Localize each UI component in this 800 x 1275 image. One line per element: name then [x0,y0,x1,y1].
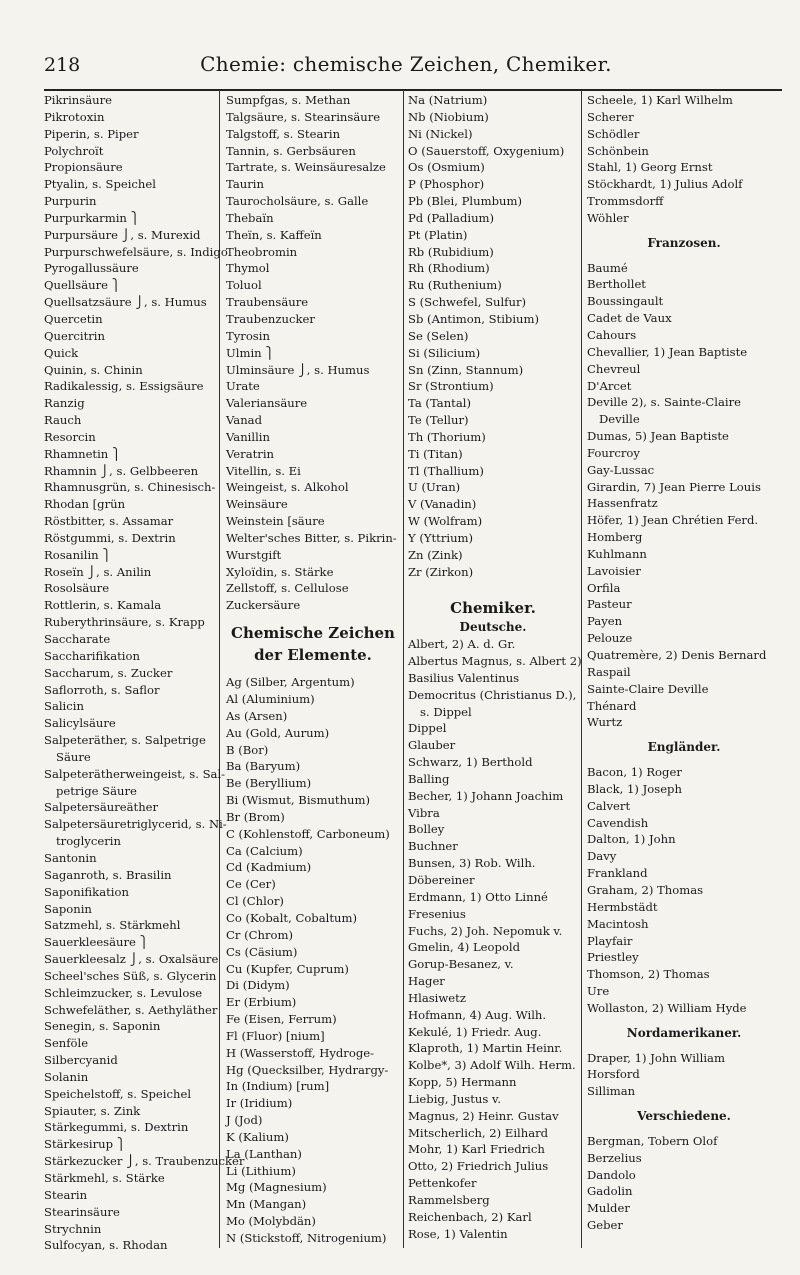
entry-line: Horsford [587,1067,640,1082]
entry-line: Boussingault [587,294,664,309]
entry-line: Weingeist, s. Alkohol [226,480,349,495]
entry-line: Klaproth, 1) Martin Heinr. [408,1041,563,1056]
entry-line: Hermbstädt [587,899,658,914]
subheading-english: Engländer. [647,740,721,755]
entry-line: Rottlerin, s. Kamala [44,598,162,613]
entry-line: Mulder [587,1201,630,1216]
subheading-germans: Deutsche. [459,620,527,635]
entry-line: Thomson, 2) Thomas [587,967,710,982]
entry-line: Zr (Zirkon) [408,564,474,579]
entry-line: Chevreul [587,361,641,376]
entry-line: Traubensäure [226,295,309,310]
entry-line: Stearinsäure [44,1204,120,1219]
entry-line: In (Indium) [rum] [226,1079,330,1094]
entry-line: Sulfocyan, s. Rhodan [44,1238,168,1253]
entry-line: Rammelsberg [408,1193,490,1207]
entry-line: Cahours [587,327,637,342]
entry-line: K (Kalium) [226,1129,289,1144]
entry-line: Berzelius [587,1150,642,1165]
entry-line: Becher, 1) Johann Joachim [408,788,564,803]
entry-line: Stärkegummi, s. Dextrin [44,1120,189,1135]
entry-line: Black, 1) Joseph [587,781,682,796]
entry-line: Vitellin, s. Ei [226,463,301,478]
entry-line: Lavoisier [587,563,641,578]
entry-line: Ure [587,984,610,999]
entry-line: Frankland [587,866,648,881]
entry-line: Speichelstoff, s. Speichel [44,1086,192,1101]
entry-line: Wurstgift [226,547,282,562]
entry-line: Tl (Thallium) [408,463,484,478]
entry-line: Nb (Niobium) [408,109,489,124]
entry-line: Salpeteräther, s. Salpetrige [44,733,206,748]
entry-line: Theobromin [226,244,298,259]
entry-line: Playfair [587,933,633,948]
entry-line: Spiauter, s. Zink [44,1103,141,1118]
entry-line: Salpeterätherweingeist, s. Sal- [44,766,226,781]
entry-line: Cl (Chlor) [226,894,284,909]
entry-line: Pt (Platin) [408,227,468,242]
entry-line: Bunsen, 3) Rob. Wilh. [408,856,536,871]
entry-line: W (Wolfram) [408,514,483,529]
entry-line: Santonin [44,850,97,865]
entry-line: Al (Aluminium) [226,692,315,706]
entry-line: Thymol [226,261,270,276]
entry-line: Pelouze [587,631,633,646]
entry-line: Urate [226,379,260,394]
entry-line: Bi (Wismut, Bismuthum) [226,793,371,808]
entry-line: Cr (Chrom) [226,927,293,942]
column-4 [587,92,781,1252]
entry-line: Silliman [587,1084,636,1099]
entry-line: Ba (Baryum) [226,759,301,774]
entry-line: Saflorroth, s. Saflor [44,682,160,697]
entry-line: Ranzig [44,396,85,411]
entry-line: Sb (Antimon, Stibium) [408,311,540,326]
entry-line: Co (Kobalt, Cobaltum) [226,910,357,925]
entry-line: Salicin [44,699,84,714]
entry-line: Girardin, 7) Jean Pierre Louis [587,479,761,494]
running-title: Chemie: chemische Zeichen, Chemiker. [200,52,612,76]
entry-line: Ulmin ⎫ [226,345,275,360]
entry-line: Tyrosin [226,328,270,343]
entry-line: Ca (Calcium) [226,843,303,858]
entry-line: Rosolsäure [44,581,110,596]
entry-line: Rhamnetin ⎫ [44,446,121,461]
entry-line: Piperin, s. Piper [44,126,139,141]
entry-line: Propionsäure [44,160,123,175]
entry-line: Sn (Zinn, Stannum) [408,362,524,377]
entry-line: Weinstein [säure [226,514,325,529]
entry-line: C (Kohlenstoff, Carboneum) [226,826,390,841]
entry-line: Kuhlmann [587,546,647,561]
section-heading-elements: Chemische Zeichen der Elemente. [231,624,395,665]
entry-line: Si (Silicium) [408,345,481,360]
entry-line: Solanin [44,1069,89,1084]
entry-line: Radikalessig, s. Essigsäure [44,379,204,394]
entry-line: Ag (Silber, Argentum) [226,675,355,690]
entry-line: Dumas, 5) Jean Baptiste [587,429,729,444]
entry-line: Scherer [587,109,634,124]
entry-line: Ptyalin, s. Speichel [44,177,156,192]
entry-line: P (Phosphor) [408,177,485,192]
entry-line: Ruberythrinsäure, s. Krapp [44,615,205,630]
entry-line: D'Arcet [587,378,632,393]
entry-line: Resorcin [44,429,96,444]
entry-line: Quellsäure ⎫ [44,278,121,293]
page-number: 218 [44,54,81,76]
entry-line: Silbercyanid [44,1053,118,1068]
entry-line: Kopp, 5) Hermann [408,1075,517,1090]
entry-list [226,92,400,614]
entry-line: Be (Beryllium) [226,776,312,791]
entry-line: Döbereiner [408,872,475,887]
entry-line: Calvert [587,798,631,813]
entry-line: Davy [587,849,617,864]
entry-line: H (Wasserstoff, Hydroge- [226,1045,375,1060]
entry-line: La (Lanthan) [226,1146,302,1161]
entry-line: N (Stickstoff, Nitrogenium) [226,1231,387,1245]
entry-line: Saccharate [44,632,111,646]
entry-line: Strychnin [44,1221,102,1236]
entry-line: Wöhler [587,210,629,225]
entry-line: Vibra [408,805,440,820]
entry-line: Magnus, 2) Heinr. Gustav [408,1108,559,1123]
entry-line: Wollaston, 2) William Hyde [587,1000,747,1015]
entry-line: Homberg [587,530,643,545]
entry-list [226,674,400,1247]
entry-line: V (Vanadin) [408,497,477,512]
entry-line: Gay-Lussac [587,462,655,477]
entry-line: Zn (Zink) [408,547,463,562]
entry-list [587,260,781,732]
entry-line: Pikrotoxin [44,109,105,124]
entry-line: Purpursäure ⎭, s. Murexid [44,227,201,242]
entry-line: Traubenzucker [226,311,315,326]
column-3 [408,92,582,1252]
entry-line: Fresenius [408,906,466,921]
entry-line: Gadolin [587,1184,633,1199]
entry-line: Fuchs, 2) Joh. Nepomuk v. [408,923,563,938]
entry-line: Stöckhardt, 1) Julius Adolf [587,177,743,192]
entry-line: Mohr, 1) Karl Friedrich [408,1142,545,1157]
entry-line: Rb (Rubidium) [408,244,494,259]
entry-line: Schödler [587,126,640,141]
entry-line: Dandolo [587,1167,636,1182]
entry-line: Roseïn ⎭, s. Anilin [44,564,152,579]
entry-line: Schönbein [587,143,649,158]
entry-line: Ta (Tantal) [408,396,471,411]
entry-line: Schleimzucker, s. Levulose [44,985,203,1000]
entry-line: Er (Erbium) [226,995,297,1010]
entry-line: Graham, 2) Thomas [587,882,704,897]
entry-line: Hlasiwetz [408,990,466,1005]
entry-line: Quellsatzsäure ⎭, s. Humus [44,295,207,310]
entry-line: Na (Natrium) [408,93,488,107]
entry-line: Cadet de Vaux [587,311,672,326]
entry-line: Berthollet [587,277,646,292]
entry-line: Rhamnusgrün, s. Chinesisch- [44,480,216,495]
entry-line: Ti (Titan) [408,446,463,461]
entry-line: Stärkesirup ⎫ [44,1137,126,1152]
entry-line: Sauerkleesäure ⎫ [44,935,149,950]
entry-list [408,636,582,1242]
entry-line: Bergman, Tobern Olof [587,1133,718,1148]
entry-line: Gmelin, 4) Leopold [408,940,521,955]
entry-line: Dippel [408,721,447,736]
entry-line: Saccharum, s. Zucker [44,665,173,680]
entry-line: Fl (Fluor) [nium] [226,1028,325,1043]
entry-line: Li (Lithium) [226,1163,296,1178]
entry-line: Otto, 2) Friedrich Julius [408,1159,549,1174]
entry-line: troglycerin [56,834,121,849]
entry-list [408,92,578,580]
entry-line: Taurin [226,177,264,192]
entry-line: Pyrogallussäure [44,261,139,276]
entry-line: Fourcroy [587,445,640,460]
entry-line: S (Schwefel, Sulfur) [408,295,527,310]
entry-line: Welter'sches Bitter, s. Pikrin- [226,530,397,545]
entry-line: Buchner [408,839,458,854]
entry-line: Gorup-Besanez, v. [408,957,514,972]
entry-line: Stärkmehl, s. Stärke [44,1171,165,1185]
entry-line: Se (Selen) [408,328,469,343]
entry-line: Sauerkleesalz ⎭, s. Oxalsäure [44,952,219,967]
entry-line: Stärkezucker ⎭, s. Traubenzucker [44,1154,245,1169]
entry-line: Thénard [587,698,637,713]
entry-line: B (Bor) [226,742,269,757]
entry-line: Draper, 1) John William [587,1050,725,1065]
entry-line: Veratrin [226,446,274,461]
entry-line: Höfer, 1) Jean Chrétien Ferd. [587,513,759,528]
entry-line: Dalton, 1) John [587,832,676,847]
entry-line: Säure [56,749,91,764]
entry-line: Salpetersäureäther [44,800,159,815]
entry-line: Mo (Molybdän) [226,1214,316,1229]
entry-line: Valeriansäure [226,396,308,411]
entry-line: Purpurschwefelsäure, s. Indigo [44,244,228,259]
entry-line: s. Dippel [420,704,472,719]
entry-line: Macintosh [587,916,649,931]
entry-line: Talgstoff, s. Stearin [226,126,341,141]
entry-line: Thebaïn [226,210,274,225]
entry-line: Zuckersäure [226,598,301,613]
entry-line: Rhodan [grün [44,497,126,512]
entry-line: Payen [587,614,623,629]
entry-line: Purpurin [44,194,97,209]
entry-line: Scheele, 1) Karl Wilhelm [587,93,733,107]
entry-line: Wurtz [587,715,623,730]
entry-line: petrige Säure [56,783,137,798]
entry-line: Röstgummi, s. Dextrin [44,530,176,545]
entry-line: Pb (Blei, Plumbum) [408,194,522,209]
column-divider [219,90,220,1248]
entry-line: Senegin, s. Saponin [44,1019,161,1034]
entry-line: Bacon, 1) Roger [587,765,682,780]
entry-line: Mitscherlich, 2) Eilhard [408,1125,549,1140]
section-heading-chemists: Chemiker. [450,599,536,618]
entry-line: Tannin, s. Gerbsäuren [226,143,356,158]
entry-line: Hofmann, 4) Aug. Wilh. [408,1007,547,1022]
entry-line: Sumpfgas, s. Methan [226,93,351,107]
entry-line: Rhamnin ⎭, s. Gelbbeeren [44,463,199,478]
entry-line: Liebig, Justus v. [408,1091,501,1106]
entry-line: Ulminsäure ⎭, s. Humus [226,362,370,377]
entry-line: Quick [44,345,79,360]
entry-line: Stearin [44,1187,88,1202]
entry-line: Toluol [226,278,262,293]
entry-line: Rose, 1) Valentin [408,1226,508,1241]
entry-line: Rosanilin ⎫ [44,547,112,562]
entry-line: Hg (Quecksilber, Hydrargy- [226,1062,389,1077]
entry-line: Scheel'sches Süß, s. Glycerin [44,968,217,983]
entry-line: Ce (Cer) [226,877,276,892]
entry-line: Sainte-Claire Deville [587,681,709,696]
entry-line: Sr (Strontium) [408,379,494,394]
entry-line: Quinin, s. Chinin [44,362,143,377]
entry-line: Y (Yttrium) [408,530,474,545]
entry-line: Theïn, s. Kaffeïn [226,227,322,242]
entry-line: Pettenkofer [408,1176,477,1191]
entry-line: Basilius Valentinus [408,670,520,685]
entry-line: Di (Didym) [226,978,290,993]
entry-line: Deville [599,412,640,427]
entry-line: As (Arsen) [226,708,288,723]
page-header [30,50,782,80]
entry-line: Pikrinsäure [44,93,112,107]
entry-line: Salpetersäuretriglycerid, s. Ni- [44,817,227,832]
entry-line: Erdmann, 1) Otto Linné [408,889,548,904]
entry-line: Orfila [587,580,621,595]
entry-line: Te (Tellur) [408,413,469,428]
entry-line: Saponin [44,901,92,916]
entry-line: Trommsdorff [587,194,664,209]
entry-line: Rh (Rhodium) [408,261,490,276]
entry-line: Vanillin [226,429,270,444]
entry-line: Saganroth, s. Brasilin [44,867,172,882]
entry-line: Senföle [44,1036,89,1051]
entry-list [587,1050,781,1101]
entry-line: Baumé [587,260,628,275]
entry-line: Cd (Kadmium) [226,860,312,875]
subheading-french: Franzosen. [647,235,721,250]
entry-line: Taurocholsäure, s. Galle [226,194,369,209]
entry-line: Ir (Iridium) [226,1096,293,1111]
entry-line: Au (Gold, Aurum) [226,725,330,740]
entry-line: Balling [408,771,450,786]
entry-list [587,1133,781,1234]
entry-line: Schwarz, 1) Berthold [408,755,533,770]
column-divider [581,90,582,1248]
entry-line: Br (Brom) [226,809,285,824]
entry-line: Deville 2), s. Sainte-Claire [587,395,742,410]
entry-line: Rauch [44,413,82,428]
entry-line: Vanad [226,413,263,428]
subheading-north-american: Nordamerikaner. [626,1025,742,1040]
entry-line: Ni (Nickel) [408,126,473,141]
entry-line: Zellstoff, s. Cellulose [226,581,349,596]
entry-line: Polychroït [44,143,104,158]
entry-line: Albertus Magnus, s. Albert 2) [408,654,582,668]
entry-line: J (Jod) [226,1113,263,1128]
entry-line: Schwefeläther, s. Aethyläther [44,1002,218,1017]
entry-line: Quatremère, 2) Denis Bernard [587,648,767,662]
entry-line: Tartrate, s. Weinsäuresalze [226,160,386,175]
header-rule [44,89,782,91]
entry-line: Glauber [408,738,456,753]
entry-line: Salicylsäure [44,716,116,731]
entry-line: Hassenfratz [587,496,658,511]
column-divider [403,90,404,1248]
entry-line: Bolley [408,822,445,837]
entry-line: Pd (Palladium) [408,210,495,225]
entry-line: Pasteur [587,597,632,612]
entry-line: Kolbe*, 3) Adolf Wilh. Herm. [408,1058,576,1073]
entry-line: Raspail [587,664,631,679]
entry-line: Quercitrin [44,328,105,343]
entry-line: Xyloïdin, s. Stärke [226,564,334,579]
entry-line: Fe (Eisen, Ferrum) [226,1012,337,1027]
entry-line: Os (Osmium) [408,160,485,175]
entry-line: Cu (Kupfer, Cuprum) [226,961,349,976]
subheading-various: Verschiedene. [637,1109,731,1124]
entry-line: Satzmehl, s. Stärkmehl [44,918,181,933]
entry-list [587,92,781,227]
entry-line: Saccharifikation [44,648,140,663]
entry-line: Geber [587,1218,623,1233]
entry-line: Priestley [587,950,639,965]
entry-line: Stahl, 1) Georg Ernst [587,160,713,175]
entry-line: Cs (Cäsium) [226,944,298,959]
entry-line: Mg (Magnesium) [226,1180,327,1195]
entry-line: Talgsäure, s. Stearinsäure [226,109,381,124]
entry-line: Chevallier, 1) Jean Baptiste [587,344,748,359]
entry-line: Reichenbach, 2) Karl [408,1209,532,1224]
entry-line: U (Uran) [408,480,461,495]
entry-line: Mn (Mangan) [226,1197,307,1212]
entry-line: Purpurkarmin ⎫ [44,210,140,225]
entry-line: Kekulé, 1) Friedr. Aug. [408,1024,542,1039]
entry-line: O (Sauerstoff, Oxygenium) [408,143,565,158]
entry-line: Ru (Ruthenium) [408,278,502,293]
entry-line: Albert, 2) A. d. Gr. [408,637,516,652]
entry-list [587,764,781,1017]
entry-line: Hager [408,974,445,989]
entry-line: Th (Thorium) [408,429,486,444]
entry-line: Röstbitter, s. Assamar [44,514,174,529]
entry-line: Saponifikation [44,884,129,899]
entry-line: Quercetin [44,311,103,326]
entry-line: Cavendish [587,815,649,830]
entry-line: Democritus (Christianus D.), [408,687,577,702]
entry-line: Weinsäure [226,497,288,512]
column-2 [226,92,400,1252]
